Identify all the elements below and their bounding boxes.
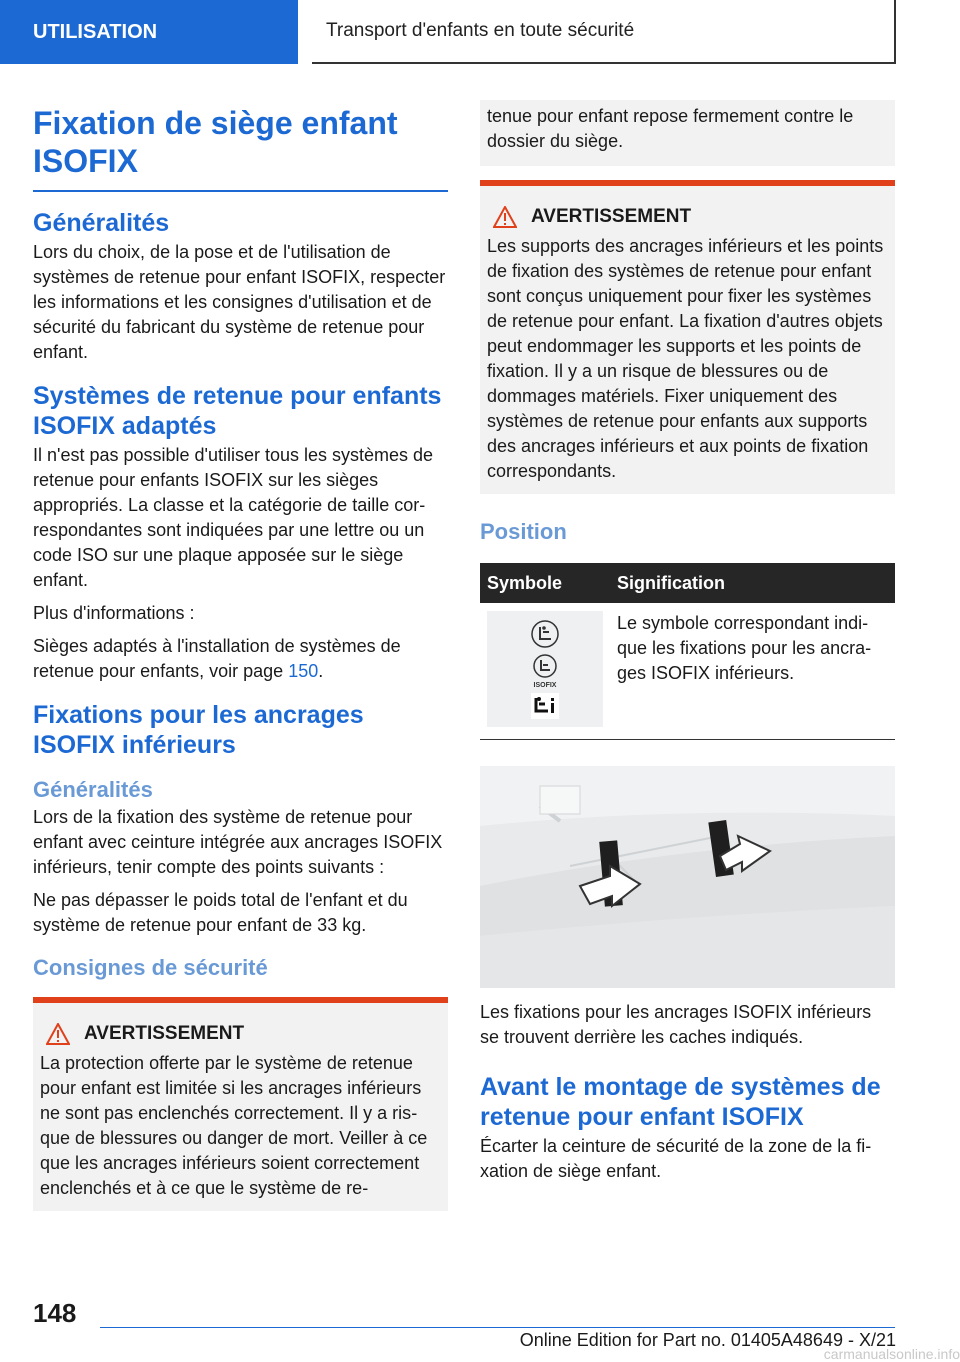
anchors-text-2: Ne pas dépasser le poids total de l'enfant et du système de retenue pour enfant de 33 kg. bbox=[33, 890, 408, 935]
right-column bbox=[480, 100, 895, 1192]
left-column bbox=[33, 100, 448, 1211]
warning-box bbox=[33, 997, 448, 1211]
isofix-info-icon bbox=[531, 693, 559, 719]
general-heading: Généralités bbox=[33, 209, 170, 237]
warning2-title bbox=[487, 206, 887, 228]
seat-anchor-illustration bbox=[480, 766, 895, 988]
footer-divider bbox=[100, 1327, 895, 1328]
adapted-text: Il n'est pas possible d'utiliser tous les systèmes de retenue pour enfants ISOFIX sur les sièges appropriés. La classe et la catégorie de taille correspondantes sont indiquées par une lettre ou un code ISO sur une plaque apposée sur le siège enfant. bbox=[33, 445, 434, 590]
seats-ref-text: Sièges adaptés à l'installation de systèmes de retenue pour enfants, voir page bbox=[33, 636, 401, 681]
warning-title bbox=[40, 1023, 440, 1045]
section-label: UTILISATION bbox=[33, 20, 158, 43]
isofix-symbols bbox=[487, 611, 603, 727]
page-link[interactable]: 150 bbox=[288, 661, 319, 681]
before-text: Écarter la ceinture de sécurité de la zone de la fixation de siège enfant. bbox=[480, 1136, 872, 1181]
warning-triangle-icon bbox=[493, 206, 517, 228]
col-meaning: Signification bbox=[610, 563, 895, 603]
anchors-heading: Fixations pour les ancrages ISOFIX inférieurs bbox=[33, 701, 364, 759]
child-seat-icon bbox=[530, 619, 560, 649]
page-number: 148 bbox=[33, 1298, 77, 1328]
symbol-cell bbox=[480, 603, 610, 739]
chapter-title: Transport d'enfants en toute sécurité bbox=[326, 20, 635, 41]
position-heading: Position bbox=[480, 519, 567, 544]
divider bbox=[480, 739, 895, 740]
warning-title-text: AVERTISSEMENT bbox=[84, 1023, 245, 1044]
watermark: carmanualsonline.info bbox=[823, 1346, 960, 1362]
general-text: Lors du choix, de la pose et de l'utilisation de systèmes de retenue pour enfant ISOFIX, respecter les informations et les consignes d'utilisation et de sécurité du fabricant du système de retenue pour enfant. bbox=[33, 242, 446, 362]
edition-text: Online Edition for Part no. 01405A48649 - X/21 bbox=[519, 1330, 896, 1350]
warning-text: La protection offerte par le système de retenue pour enfant est limitée si les ancrages inférieurs ne sont pas enclenchés correctement. Il y a risque de blessures ou danger de mort. Veiller à ce que les ancrages inférieurs soient correctement enclenchés et à ce que le système de re- bbox=[40, 1053, 428, 1198]
adapted-heading: Systèmes de retenue pour enfants ISOFIX adaptés bbox=[33, 382, 442, 440]
meaning-cell: Le symbole correspondant indique les fixations pour les ancrages ISOFIX inférieurs. bbox=[617, 613, 872, 683]
seat-photo bbox=[480, 766, 895, 988]
anchors-text-1: Lors de la fixation des système de retenue pour enfant avec ceinture intégrée aux ancrages ISOFIX inférieurs, tenir compte des points suivants : bbox=[33, 807, 443, 877]
photo-caption: Les fixations pour les ancrages ISOFIX inférieurs se trouvent derrière les caches indiqués. bbox=[480, 1002, 872, 1047]
chapter-header bbox=[312, 0, 896, 64]
safety-heading: Consignes de sécurité bbox=[33, 955, 268, 980]
col-symbol: Symbole bbox=[480, 563, 610, 603]
isofix-label: ISOFIX bbox=[533, 682, 557, 689]
seats-ref bbox=[33, 634, 448, 684]
anchors-general-heading: Généralités bbox=[33, 777, 153, 802]
table-row bbox=[480, 603, 895, 739]
warning-triangle-icon bbox=[46, 1023, 70, 1045]
before-heading: Avant le montage de systèmes de retenue pour enfant ISOFIX bbox=[480, 1073, 881, 1131]
warning-box-2 bbox=[480, 180, 895, 494]
warning-cont-text: tenue pour enfant repose fermement contre le dossier du siège. bbox=[487, 106, 854, 151]
section-tab[interactable] bbox=[0, 0, 298, 64]
page-title: Fixation de siège enfant ISOFIX bbox=[33, 104, 448, 192]
symbol-table bbox=[480, 563, 895, 739]
warning2-text: Les supports des ancrages inférieurs et les points de fixation des systèmes de retenue pour enfant sont conçus uniquement pour fixer les systèmes de retenue pour enfant. La fixation d'autres objets peut endommager les supports et les points de fixation. Il y a un risque de blessures ou de dommages matériels. Fixer uniquement des systèmes de retenue pour enfants aux supports des ancrages inférieurs et aux points de fixation correspondants. bbox=[487, 236, 884, 481]
warning-continued bbox=[480, 100, 895, 166]
seats-ref-end: . bbox=[318, 661, 324, 681]
more-info: Plus d'informations : bbox=[33, 603, 195, 623]
warning2-title-text: AVERTISSEMENT bbox=[531, 206, 692, 227]
isofix-badge-icon bbox=[530, 653, 560, 689]
